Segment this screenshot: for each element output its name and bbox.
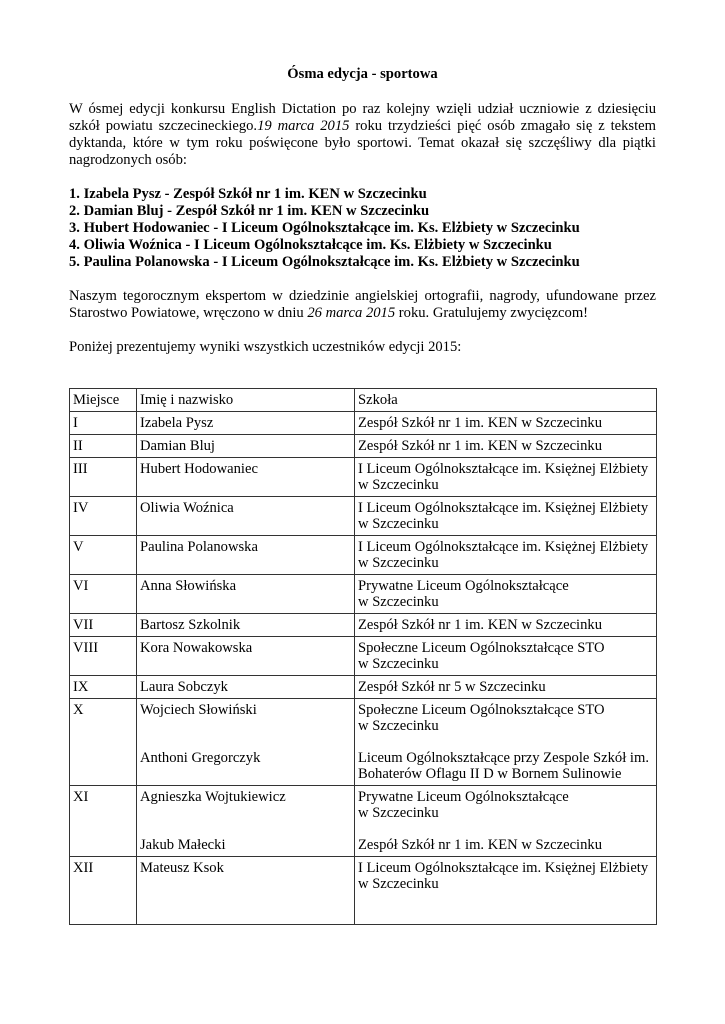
cell-name: Mateusz Ksok — [137, 857, 355, 925]
cell-name — [137, 699, 355, 786]
student-name: Jakub Małecki — [140, 837, 226, 853]
table-header-row — [70, 389, 657, 412]
school-line: I Liceum Ogólnokształcące im. Księżnej Elżbiety — [358, 461, 649, 477]
results-table — [69, 388, 657, 925]
header-name: Imię i nazwisko — [137, 389, 355, 412]
cell-school — [355, 435, 657, 458]
awards-text-start: Naszym tegorocznym ekspertom w dziedzinie angielskiej ortografii, nagrody, ufundowane przez Starostwo Powiatowe, wręczono w dniu — [69, 288, 656, 321]
page-title: Ósma edycja - sportowa — [287, 66, 438, 82]
cell-place: III — [70, 458, 137, 497]
awards-paragraph — [69, 288, 656, 322]
table-row — [70, 575, 657, 614]
school-line: Zespół Szkół nr 1 im. KEN w Szczecinku — [358, 415, 602, 431]
cell-school — [355, 857, 657, 925]
school-line: Zespół Szkół nr 5 w Szczecinku — [358, 679, 546, 695]
cell-school — [355, 676, 657, 699]
school-line: Społeczne Liceum Ogólnokształcące STO — [358, 702, 605, 718]
cell-place: I — [70, 412, 137, 435]
cell-name: Hubert Hodowaniec — [137, 458, 355, 497]
school-line: Prywatne Liceum Ogólnokształcące — [358, 578, 569, 594]
table-row — [70, 614, 657, 637]
cell-place: IV — [70, 497, 137, 536]
school-line: I Liceum Ogólnokształcące im. Księżnej Elżbiety — [358, 500, 649, 516]
winner-item: 3. Hubert Hodowaniec - I Liceum Ogólnokształcące im. Ks. Elżbiety w Szczecinku — [69, 220, 580, 236]
student-name: Wojciech Słowiński — [140, 702, 257, 718]
school-line: Zespół Szkół nr 1 im. KEN w Szczecinku — [358, 438, 602, 454]
results-intro: Poniżej prezentujemy wyniki wszystkich uczestników edycji 2015: — [69, 339, 462, 355]
cell-place: VIII — [70, 637, 137, 676]
winner-item: 2. Damian Bluj - Zespół Szkół nr 1 im. KEN w Szczecinku — [69, 203, 430, 219]
cell-school — [355, 575, 657, 614]
cell-name: Bartosz Szkolnik — [137, 614, 355, 637]
winner-item: 1. Izabela Pysz - Zespół Szkół nr 1 im. KEN w Szczecinku — [69, 186, 427, 202]
cell-place: XII — [70, 857, 137, 925]
school-line: w Szczecinku — [358, 718, 439, 734]
winner-item: 5. Paulina Polanowska - I Liceum Ogólnokształcące im. Ks. Elżbiety w Szczecinku — [69, 254, 580, 270]
cell-name: Laura Sobczyk — [137, 676, 355, 699]
school-line: w Szczecinku — [358, 477, 439, 493]
cell-place: VII — [70, 614, 137, 637]
school-line: w Szczecinku — [358, 516, 439, 532]
cell-name: Anna Słowińska — [137, 575, 355, 614]
cell-place: X — [70, 699, 137, 786]
school-line: Zespół Szkół nr 1 im. KEN w Szczecinku — [358, 837, 602, 853]
intro-text-start: W ósmej edycji konkursu English Dictation po raz kolejny wzięli udział uczniowie z dziesięciu szkół powiatu szczecineckiego. — [69, 101, 656, 134]
cell-name: Paulina Polanowska — [137, 536, 355, 575]
school-line: w Szczecinku — [358, 876, 439, 892]
table-row — [70, 786, 657, 857]
school-line: w Szczecinku — [358, 555, 439, 571]
student-name: Anthoni Gregorczyk — [140, 750, 261, 766]
school-line: w Szczecinku — [358, 805, 439, 821]
cell-place: XI — [70, 786, 137, 857]
cell-school — [355, 536, 657, 575]
cell-school — [355, 497, 657, 536]
cell-name — [137, 786, 355, 857]
cell-name: Izabela Pysz — [137, 412, 355, 435]
awards-text-end: roku. Gratulujemy zwycięzcom! — [395, 305, 589, 321]
student-name: Agnieszka Wojtukiewicz — [140, 789, 286, 805]
cell-school — [355, 614, 657, 637]
school-line: Liceum Ogólnokształcące przy Zespole Szkół im. — [358, 750, 649, 766]
table-row — [70, 637, 657, 676]
intro-text-end: roku trzydzieści pięć osób zmagało się z tekstem dyktanda, które w tym roku poświęcone było sportowi. Temat okazał się szczęśliwy dla piątki nagrodzonych osób: — [69, 118, 656, 168]
cell-name: Damian Bluj — [137, 435, 355, 458]
school-line: w Szczecinku — [358, 594, 439, 610]
table-row — [70, 699, 657, 786]
cell-school — [355, 458, 657, 497]
table-row — [70, 857, 657, 925]
table-row — [70, 412, 657, 435]
school-line: I Liceum Ogólnokształcące im. Księżnej Elżbiety — [358, 860, 649, 876]
cell-name: Kora Nowakowska — [137, 637, 355, 676]
cell-place: V — [70, 536, 137, 575]
table-row — [70, 497, 657, 536]
school-line: Zespół Szkół nr 1 im. KEN w Szczecinku — [358, 617, 602, 633]
school-line: I Liceum Ogólnokształcące im. Księżnej Elżbiety — [358, 539, 649, 555]
school-line: Prywatne Liceum Ogólnokształcące — [358, 789, 569, 805]
table-row — [70, 458, 657, 497]
table-row — [70, 676, 657, 699]
cell-school — [355, 699, 657, 786]
intro-paragraph — [69, 101, 656, 169]
cell-name: Oliwia Woźnica — [137, 497, 355, 536]
cell-place: IX — [70, 676, 137, 699]
intro-date: 19 marca 2015 — [257, 118, 350, 134]
cell-school — [355, 637, 657, 676]
winners-list — [69, 186, 656, 271]
winner-item: 4. Oliwia Woźnica - I Liceum Ogólnokształcące im. Ks. Elżbiety w Szczecinku — [69, 237, 552, 253]
header-place: Miejsce — [70, 389, 137, 412]
cell-place: II — [70, 435, 137, 458]
school-line: Społeczne Liceum Ogólnokształcące STO — [358, 640, 605, 656]
cell-school — [355, 786, 657, 857]
cell-school — [355, 412, 657, 435]
school-line: Bohaterów Oflagu II D w Bornem Sulinowie — [358, 766, 622, 782]
table-row — [70, 435, 657, 458]
school-line: w Szczecinku — [358, 656, 439, 672]
header-school: Szkoła — [355, 389, 657, 412]
table-row — [70, 536, 657, 575]
awards-date: 26 marca 2015 — [307, 305, 396, 321]
cell-place: VI — [70, 575, 137, 614]
